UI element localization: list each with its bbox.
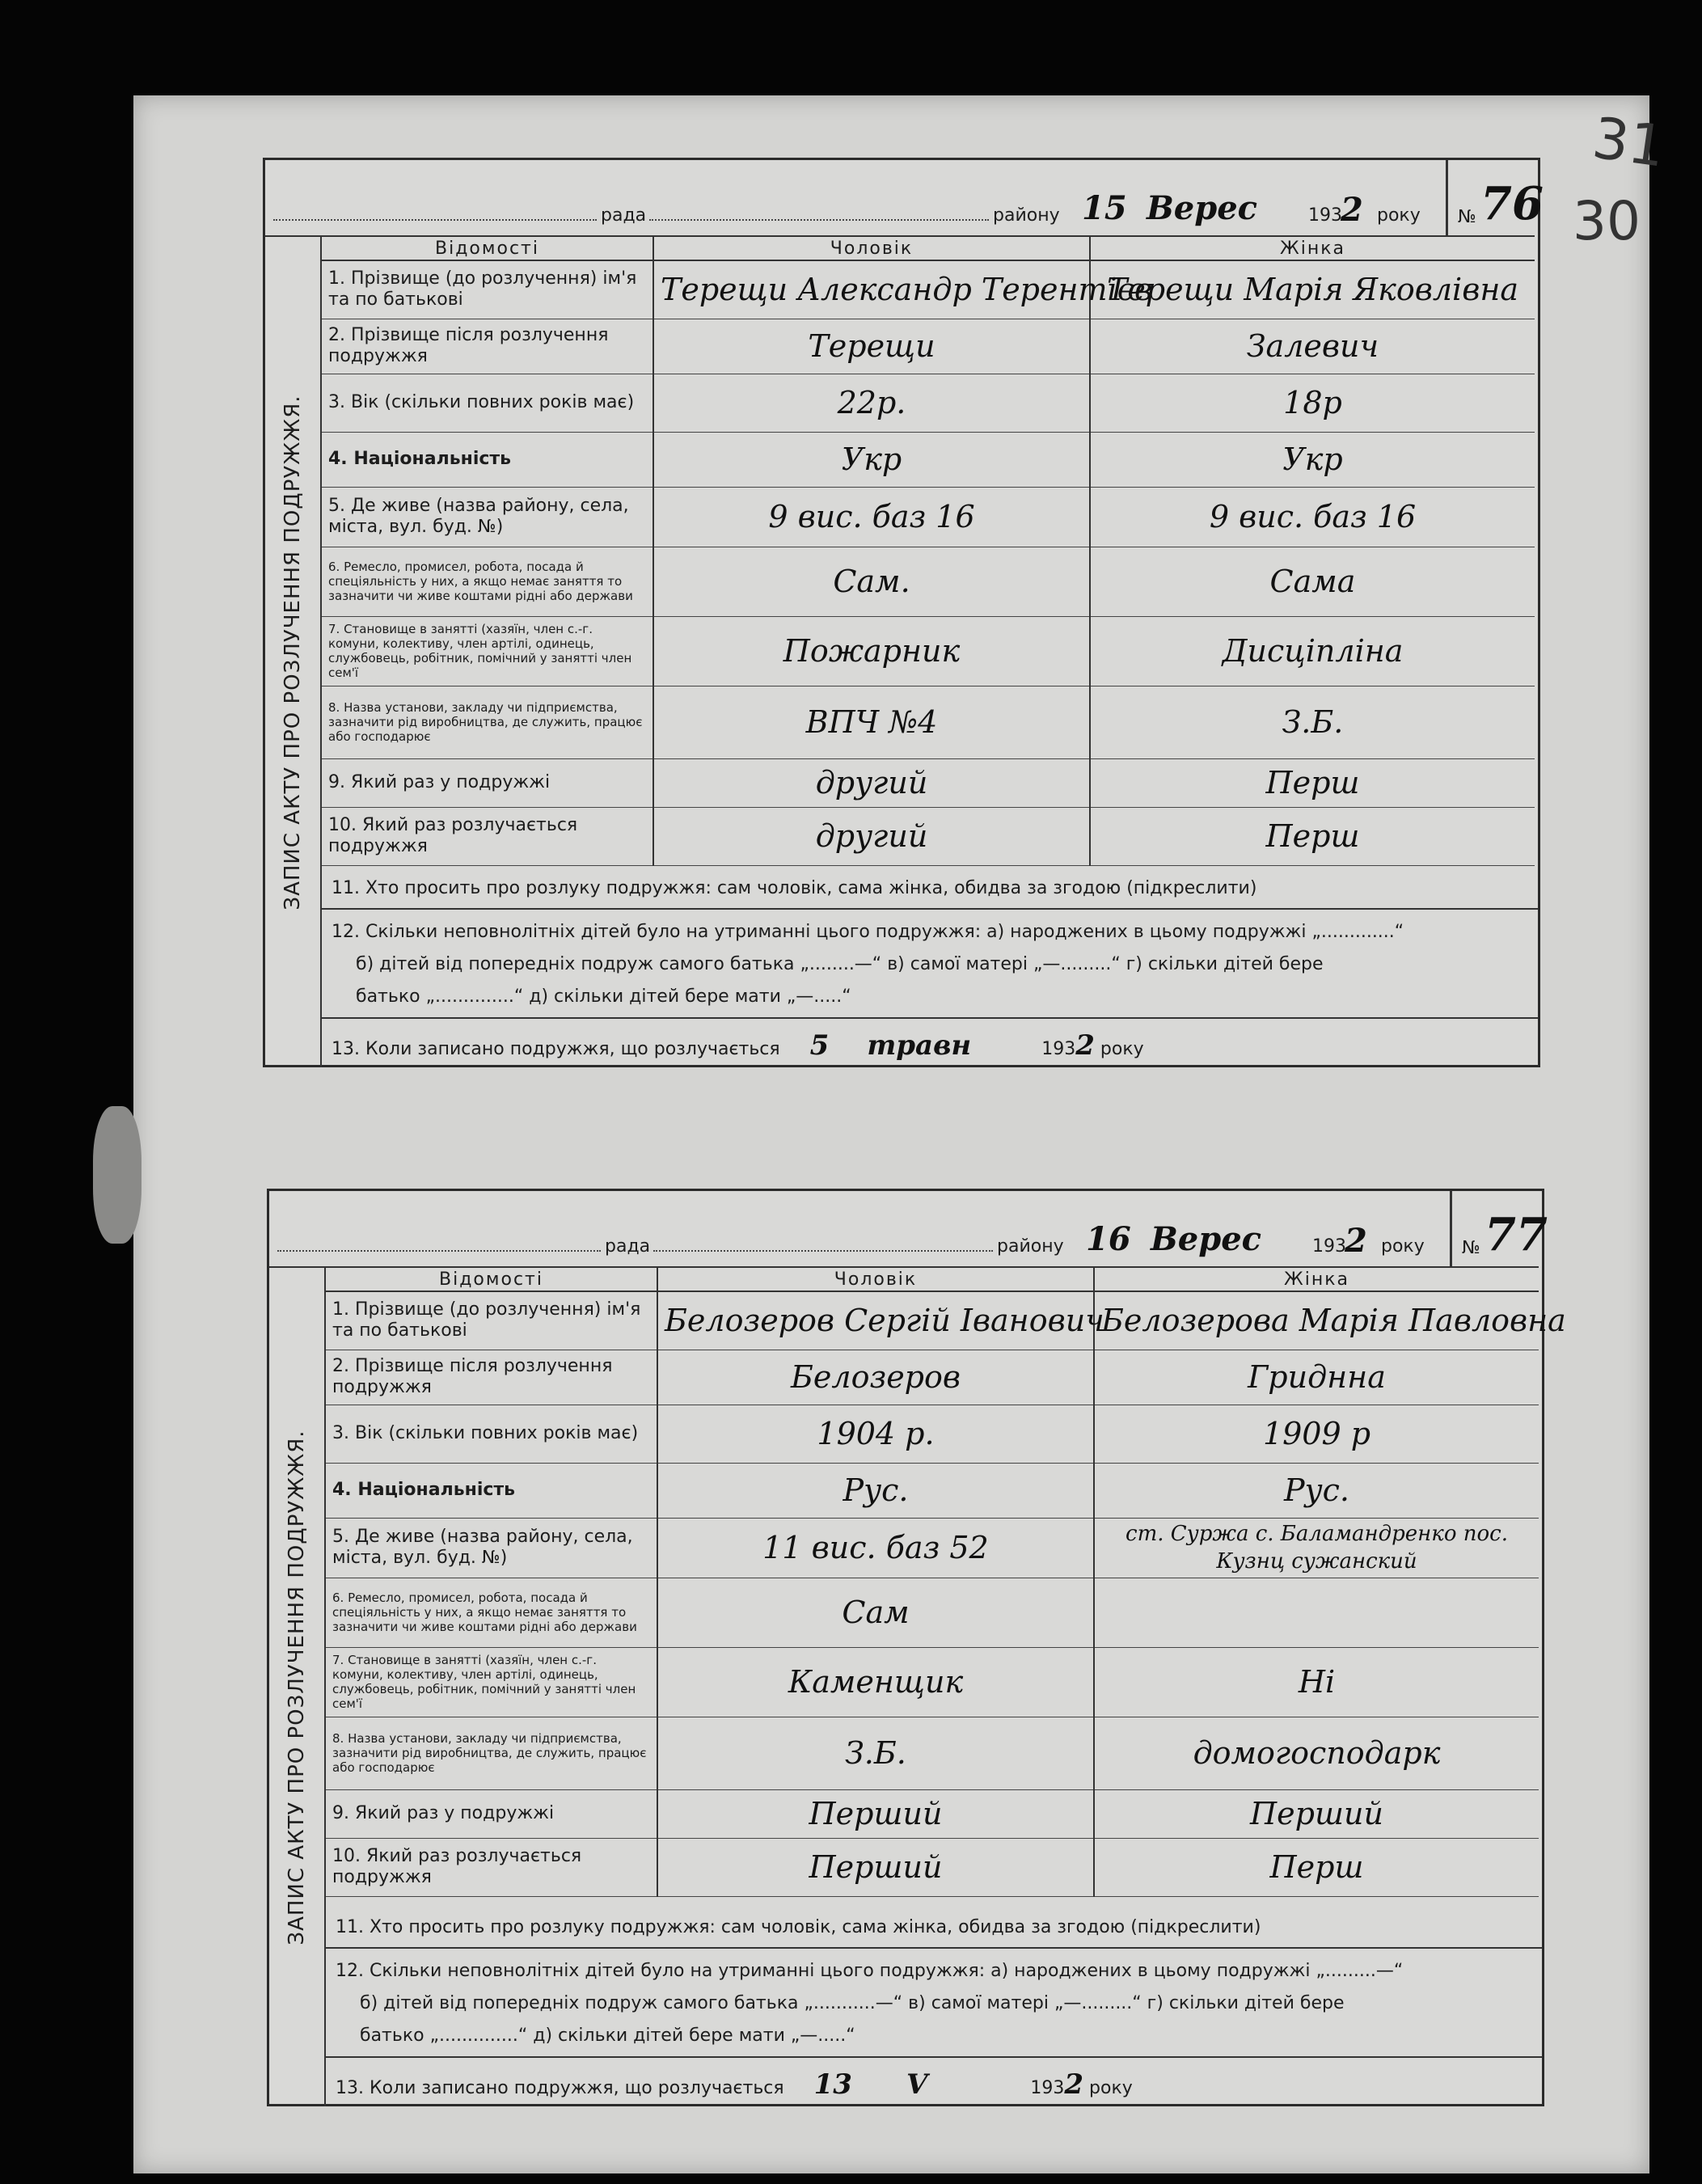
wife-value: Перш (1090, 758, 1535, 807)
question-12b: б) дітей від попередніх подруж самого батька „........—“ в) самої матері „—.........“ г) скільки дітей бере (356, 954, 1324, 974)
row-label: 10. Який раз розлучається подружжя (322, 807, 653, 865)
q13-day: 13 (813, 2068, 852, 2101)
col-husband: Чоловік (657, 1268, 1094, 1291)
col-wife: Жінка (1094, 1268, 1539, 1291)
wife-value: Дисціпліна (1090, 616, 1535, 686)
row-label: 5. Де живе (назва району, села, міста, вул. буд. №) (326, 1518, 657, 1578)
row-label: 4. Національність (322, 432, 653, 487)
record-header (269, 1191, 1548, 1268)
q13-year-suffix: 2 (1064, 2068, 1084, 2101)
q13-month: травн (867, 1029, 972, 1062)
record-table (322, 237, 1535, 866)
q13-year-prefix: 193 (1030, 2078, 1065, 2098)
roku-label: року (1381, 1236, 1425, 1257)
side-title: ЗАПИС АКТУ ПРО РОЗЛУЧЕННЯ ПОДРУЖЖЯ. (265, 237, 322, 1067)
husband-value: Сам. (653, 547, 1090, 616)
q13-year-prefix: 193 (1041, 1039, 1076, 1059)
wife-value: З.Б. (1090, 686, 1535, 758)
wife-value: 1909 р (1094, 1405, 1539, 1463)
date-day: 16 (1086, 1220, 1131, 1258)
question-13 (332, 1029, 1144, 1062)
year-prefix: 193 (1312, 1236, 1346, 1257)
record-number: 76 (1480, 177, 1544, 230)
husband-value: Укр (653, 432, 1090, 487)
wife-value: Белозерова Марія Павловна (1094, 1291, 1539, 1350)
husband-value: Терещи (653, 319, 1090, 374)
q13-year-suffix: 2 (1075, 1029, 1095, 1062)
husband-value: другий (653, 758, 1090, 807)
number-label: № (1462, 1238, 1480, 1258)
row-label: 6. Ремесло, промисел, робота, посада й спеціяльність у них, а якщо немає заняття то зазначити чи живе коштами рідні або держави (322, 547, 653, 616)
page-number-old: 30 (1573, 190, 1641, 252)
husband-value: Перший (657, 1838, 1094, 1896)
question-13-label: 13. Коли записано подружжя, що розлучається (336, 2078, 784, 2098)
col-info: Відомості (326, 1268, 657, 1291)
row-label: 2. Прізвище після розлучення подружжя (322, 319, 653, 374)
col-wife: Жінка (1090, 237, 1535, 260)
col-husband: Чоловік (653, 237, 1090, 260)
wife-value: Перш (1090, 807, 1535, 865)
year-prefix: 193 (1308, 205, 1342, 226)
wife-value: Гриднна (1094, 1350, 1539, 1405)
date-day: 15 (1082, 189, 1127, 227)
rada-label: рада (605, 1236, 651, 1257)
question-12b: б) дітей від попередніх подруж самого батька „...........—“ в) самої матері „—.........“ г) скільки дітей бере (360, 1993, 1345, 2013)
row-label: 2. Прізвище після розлучення подружжя (326, 1350, 657, 1405)
roku-label: року (1377, 205, 1421, 226)
record-number: 77 (1484, 1208, 1548, 1261)
record-header (265, 160, 1544, 237)
question-13 (336, 2068, 1133, 2101)
row-label: 9. Який раз у подружжі (326, 1789, 657, 1838)
row-label: 8. Назва установи, закладу чи підприємства, зазначити рід виробництва, де служить, працює або господарює (322, 686, 653, 758)
question-12a: 12. Скільки неповнолітніх дітей було на утриманні цього подружжя: а) народжених в цьому подружжі „.........—“ (336, 1961, 1404, 1981)
q13-day: 5 (809, 1029, 830, 1062)
row-label: 1. Прізвище (до розлучення) ім'я та по батькові (322, 260, 653, 319)
husband-value: Белозеров Сергій Іванович (657, 1291, 1094, 1350)
wife-value (1094, 1578, 1539, 1647)
number-label: № (1458, 207, 1476, 227)
husband-value: З.Б. (657, 1717, 1094, 1789)
husband-value: 22р. (653, 374, 1090, 432)
row-label: 7. Становище в занятті (хазяїн, член с.-г. комуни, колективу, член артілі, одинець, службовець, робітник, помічний у занятті член сем'ї (322, 616, 653, 686)
question-13-label: 13. Коли записано подружжя, що розлучається (332, 1039, 780, 1059)
husband-value: ВПЧ №4 (653, 686, 1090, 758)
year-suffix: 2 (1345, 1222, 1367, 1260)
side-title: ЗАПИС АКТУ ПРО РОЗЛУЧЕННЯ ПОДРУЖЖЯ. (269, 1268, 326, 2106)
rayonu-label: району (993, 205, 1060, 226)
husband-value: Белозеров (657, 1350, 1094, 1405)
q13-month: V (906, 2068, 928, 2101)
wife-value: ст. Суржа с. Баламандренко пос. Кузнц сужанский (1094, 1518, 1539, 1578)
question-11: 11. Хто просить про розлуку подружжя: сам чоловік, сама жінка, обидва за згодою (підкреслити) (336, 1917, 1261, 1937)
question-11: 11. Хто просить про розлуку подружжя: сам чоловік, сама жінка, обидва за згодою (підкреслити) (332, 878, 1257, 898)
question-12c: батько „..............“ д) скільки дітей бере мати „—.....“ (356, 986, 851, 1007)
binding-stain (93, 1106, 141, 1244)
wife-value: Перший (1094, 1789, 1539, 1838)
wife-value: 18р (1090, 374, 1535, 432)
row-label: 5. Де живе (назва району, села, міста, вул. буд. №) (322, 487, 653, 547)
row-label: 4. Національність (326, 1463, 657, 1518)
wife-value: Перш (1094, 1838, 1539, 1896)
record-table (326, 1268, 1566, 1897)
question-12a: 12. Скільки неповнолітніх дітей було на утриманні цього подружжя: а) народжених в цьому подружжі „.............“ (332, 922, 1404, 942)
rayonu-label: району (997, 1236, 1064, 1257)
page-number: 31 (1588, 104, 1670, 180)
q13-roku: року (1089, 2078, 1133, 2098)
row-label: 8. Назва установи, закладу чи підприємства, зазначити рід виробництва, де служить, працює або господарює (326, 1717, 657, 1789)
wife-value: домогосподарк (1094, 1717, 1539, 1789)
row-label: 1. Прізвище (до розлучення) ім'я та по батькові (326, 1291, 657, 1350)
husband-value: Терещи Александр Терентієв (653, 260, 1090, 319)
husband-value: Пожарник (653, 616, 1090, 686)
wife-value: Укр (1090, 432, 1535, 487)
wife-value: Ні (1094, 1647, 1539, 1717)
wife-value: Рус. (1094, 1463, 1539, 1518)
husband-value: 11 вис. баз 52 (657, 1518, 1094, 1578)
wife-value: Залевич (1090, 319, 1535, 374)
wife-value: Терещи Марія Яковлівна (1090, 260, 1535, 319)
husband-value: Каменщик (657, 1647, 1094, 1717)
year-suffix: 2 (1341, 191, 1363, 229)
husband-value: Перший (657, 1789, 1094, 1838)
husband-value: 1904 р. (657, 1405, 1094, 1463)
husband-value: Сам (657, 1578, 1094, 1647)
divorce-record-76 (263, 158, 1544, 1067)
q13-roku: року (1100, 1039, 1144, 1059)
wife-value: Сама (1090, 547, 1535, 616)
row-label: 7. Становище в занятті (хазяїн, член с.-г. комуни, колективу, член артілі, одинець, службовець, робітник, помічний у занятті член сем'ї (326, 1647, 657, 1717)
col-info: Відомості (322, 237, 653, 260)
row-label: 3. Вік (скільки повних років має) (322, 374, 653, 432)
row-label: 10. Який раз розлучається подружжя (326, 1838, 657, 1896)
row-label: 6. Ремесло, промисел, робота, посада й спеціяльність у них, а якщо немає заняття то зазначити чи живе коштами рідні або держави (326, 1578, 657, 1647)
husband-value: Рус. (657, 1463, 1094, 1518)
divorce-record-77 (267, 1189, 1566, 2106)
question-12c: батько „..............“ д) скільки дітей бере мати „—.....“ (360, 2026, 855, 2046)
row-label: 9. Який раз у подружжі (322, 758, 653, 807)
date-month: Верес (1151, 1220, 1262, 1258)
date-month: Верес (1147, 189, 1258, 227)
husband-value: другий (653, 807, 1090, 865)
rada-label: рада (601, 205, 647, 226)
wife-value: 9 вис. баз 16 (1090, 487, 1535, 547)
row-label: 3. Вік (скільки повних років має) (326, 1405, 657, 1463)
husband-value: 9 вис. баз 16 (653, 487, 1090, 547)
